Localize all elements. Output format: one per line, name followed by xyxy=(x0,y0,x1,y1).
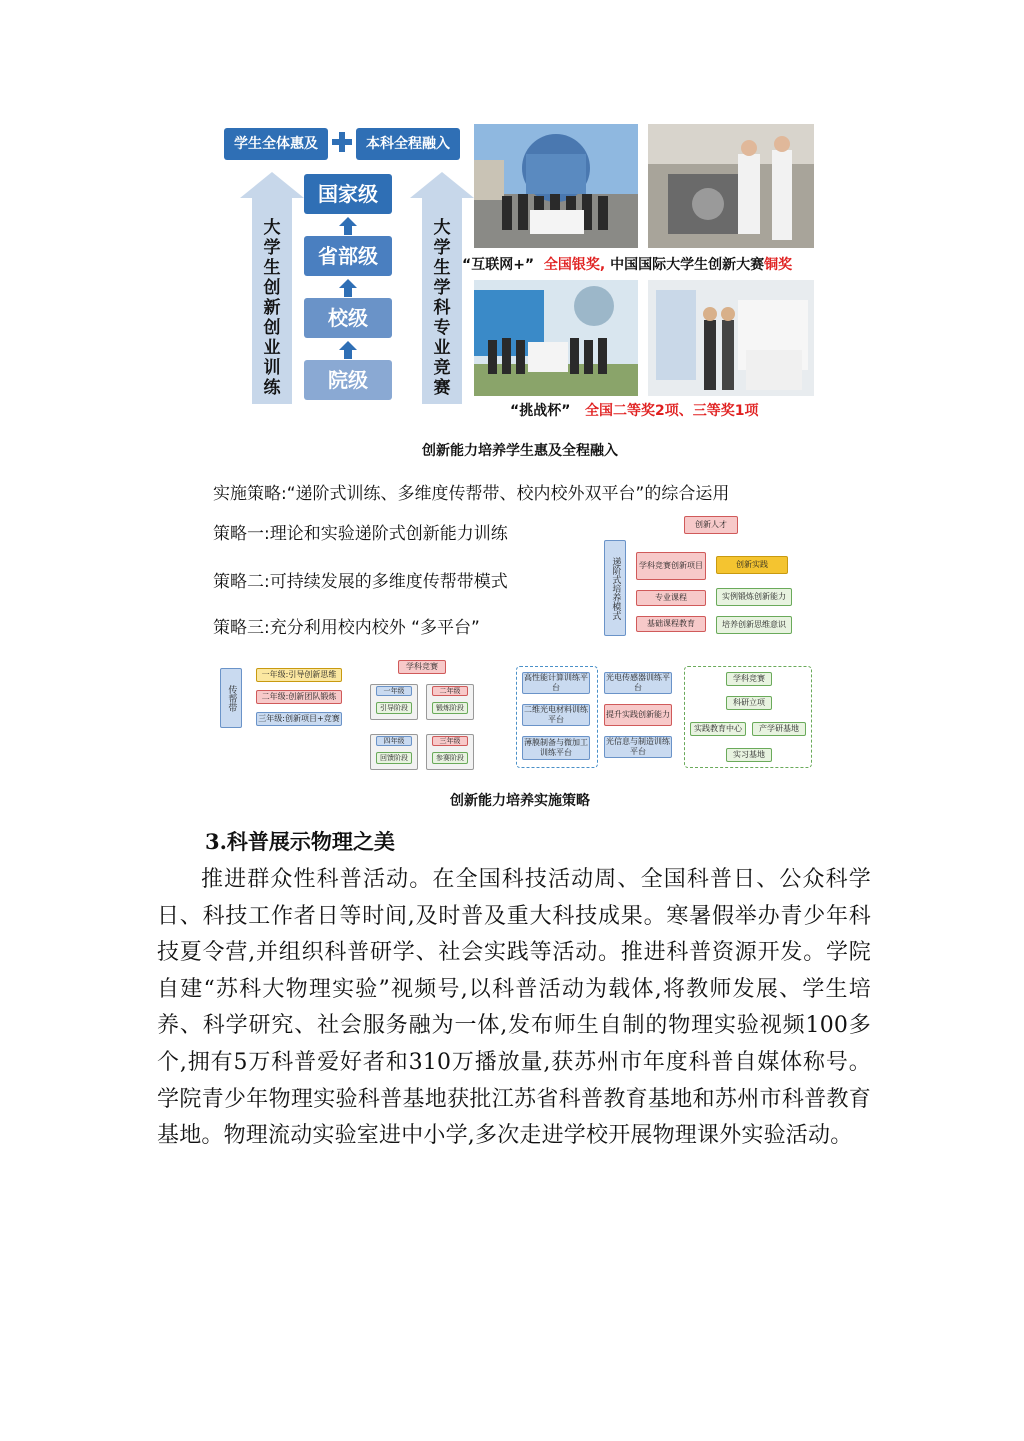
caption-text: 中国国际大学生创新大赛 xyxy=(610,257,765,273)
strategy-one: 策略一:理论和实验递阶式创新能力训练 xyxy=(213,524,508,544)
strategy-two: 策略二:可持续发展的多维度传帮带模式 xyxy=(213,572,508,592)
mentorship-side-label: 传帮带 xyxy=(220,668,242,728)
left-vertical-label: 大学生创新创业训练 xyxy=(263,218,281,398)
platform-2d-materials: 二维光电材料训练平台 xyxy=(524,705,588,724)
mentor-row-2: 二年级:创新团队锻炼 xyxy=(256,690,342,704)
section-heading: 3.科普展示物理之美 xyxy=(205,829,395,854)
platform-internship: 实习基地 xyxy=(726,748,772,762)
platform-core: 提升实践创新能力 xyxy=(604,704,672,726)
platform-practice-center: 实践教育中心 xyxy=(690,722,746,736)
platform-competition: 学科竞赛 xyxy=(726,672,772,686)
mentor-row-1: 一年级:引导创新思维 xyxy=(256,668,342,682)
caption-award: 铜奖 xyxy=(764,257,793,273)
node-courses: 专业课程 xyxy=(636,590,706,606)
photo-internet-plus-team xyxy=(474,124,638,248)
diagram-platforms xyxy=(514,664,812,770)
platform-industry-base: 产学研基地 xyxy=(752,722,806,736)
cycle-top: 学科竞赛 xyxy=(398,660,446,674)
level-national: 国家级 xyxy=(304,174,392,214)
platform-hpc: 高性能计算训练平台 xyxy=(524,673,588,692)
diagram-stepwise-model xyxy=(604,512,804,638)
platform-thin-film: 薄膜制备与微加工训练平台 xyxy=(522,736,590,760)
cycle-body-4: 参赛阶段 xyxy=(432,752,468,764)
level-school: 校级 xyxy=(304,298,392,338)
mentor-row-3: 三年级:创新项目+竞赛 xyxy=(256,712,342,726)
figure1-caption: 创新能力培养学生惠及全程融入 xyxy=(422,443,618,459)
cycle-body-2: 锻炼阶段 xyxy=(432,702,468,714)
plus-icon xyxy=(332,132,352,152)
diagram-mentorship xyxy=(220,664,348,732)
cycle-title-2: 二年级 xyxy=(432,686,468,696)
strategy-intro: 实施策略:“递阶式训练、多维度传帮带、校内校外双平台”的综合运用 xyxy=(213,484,730,504)
photo-exhibition xyxy=(648,280,814,396)
node-exercise: 实例锻炼创新能力 xyxy=(716,588,792,606)
pill-whole-process: 本科全程融入 xyxy=(356,128,460,160)
caption-award: 全国银奖, xyxy=(543,257,606,273)
platform-sensor: 光电传感器训练平台 xyxy=(606,673,670,692)
right-vertical-label: 大学生学科专业竞赛 xyxy=(433,218,451,398)
caption-text: “互联网+” xyxy=(462,257,535,273)
up-arrow-icon xyxy=(339,279,357,297)
figure-innovation-levels xyxy=(222,120,818,419)
strategy-three: 策略三:充分利用校内校外 “多平台” xyxy=(213,618,480,638)
node-practice: 创新实践 xyxy=(716,556,788,574)
level-college: 院级 xyxy=(304,360,392,400)
node-competition: 学科竞赛创新项目 xyxy=(636,552,706,580)
platform-optical: 光信息与制造训练平台 xyxy=(606,737,670,756)
diagram-competition-cycle xyxy=(368,658,476,774)
figure2-caption: 创新能力培养实施策略 xyxy=(450,793,590,809)
caption-internet-plus xyxy=(462,254,792,274)
cycle-title-4: 三年级 xyxy=(432,736,468,746)
cycle-title-3: 四年级 xyxy=(376,736,412,746)
up-arrow-icon xyxy=(339,217,357,235)
node-thinking: 培养创新思维意识 xyxy=(716,616,792,634)
pill-students-all: 学生全体惠及 xyxy=(224,128,328,160)
cycle-title-1: 一年级 xyxy=(376,686,412,696)
photo-lab xyxy=(648,124,814,248)
cycle-body-1: 引导阶段 xyxy=(376,702,412,714)
level-provincial: 省部级 xyxy=(304,236,392,276)
caption-challenge-cup xyxy=(510,400,759,420)
stepwise-side-label: 递阶式培养模式 xyxy=(604,540,626,636)
platform-research: 科研立项 xyxy=(726,696,772,710)
cycle-body-3: 回馈阶段 xyxy=(376,752,412,764)
up-arrow-icon xyxy=(339,341,357,359)
node-basic-courses: 基础课程教育 xyxy=(636,616,706,632)
caption-award: 全国二等奖2项、三等奖1项 xyxy=(585,403,759,419)
node-innovative-talent: 创新人才 xyxy=(684,516,738,534)
photo-challenge-cup-team xyxy=(474,280,638,396)
caption-text: “挑战杯” xyxy=(510,403,571,419)
section-paragraph: 推进群众性科普活动。在全国科技活动周、全国科普日、公众科学日、科技工作者日等时间,及时普及重大科技成果。寒暑假举办青少年科技夏令营,并组织科普研学、社会实践等活动。推进科普资源开发。学院自建“苏科大物理实验”视频号,以科普活动为载体,将教师发展、学生培养、科学研究、社会服务融为一体,发布师生自制的物理实验视频100多个,拥有5万科普爱好者和310万播放量,获苏州市年度科普自媒体称号。学院青少年物理实验科普基地获批江苏省科普教育基地和苏州市科普教育基地。物理流动实验室进中小学,多次走进学校开展物理课外实验活动。 xyxy=(157,867,871,1149)
